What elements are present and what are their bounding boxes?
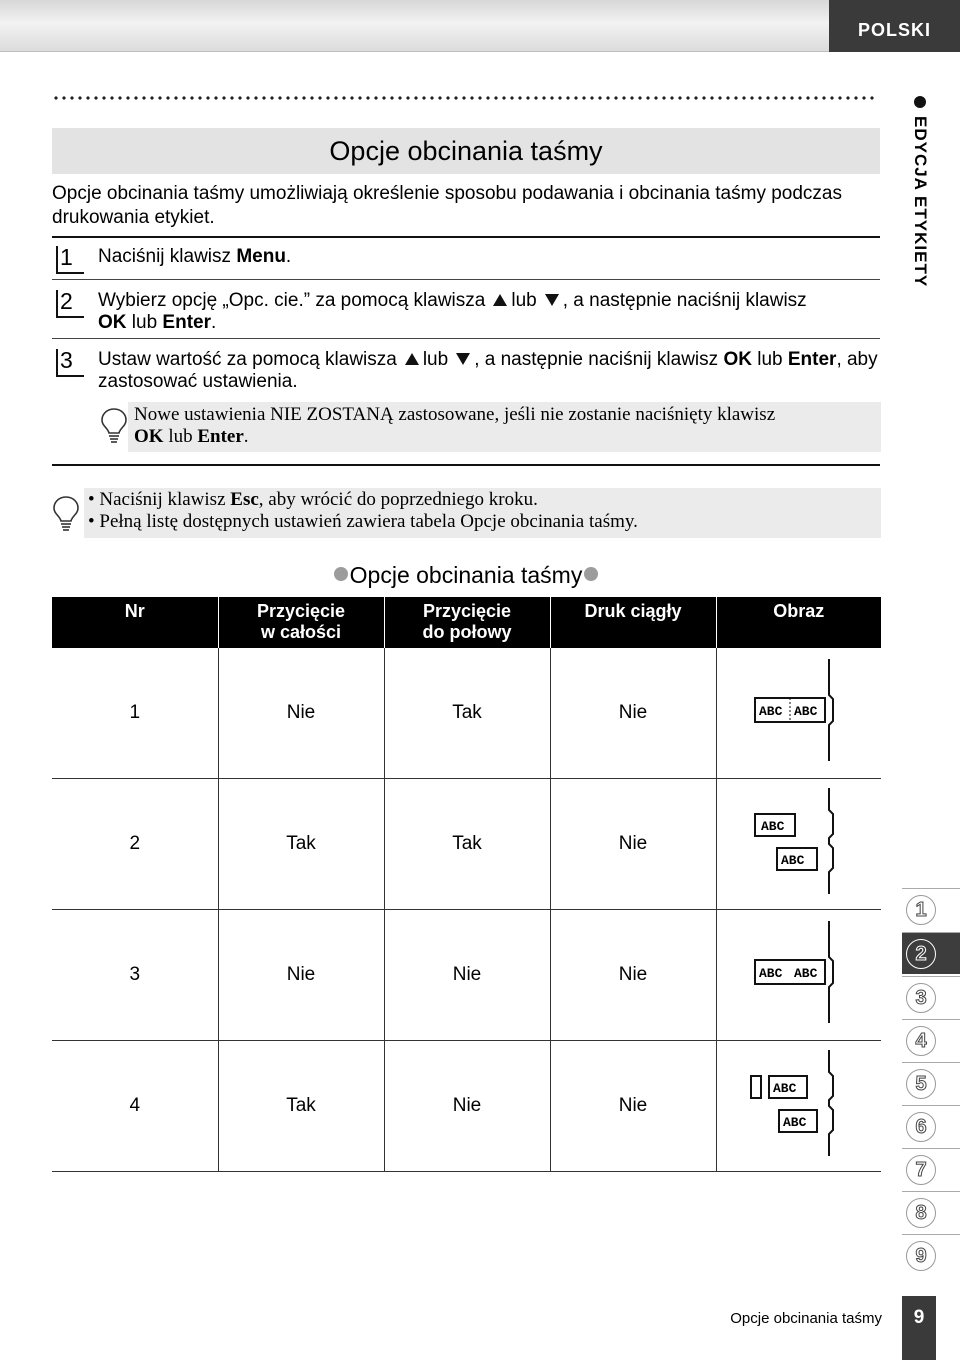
note-box: Nowe ustawienia NIE ZOSTANĄ zastosowane, jeśli nie zostanie naciśnięty klawisz OK lub Enter. [128, 402, 881, 452]
step-text: Ustaw wartość za pomocą klawisza lub , a następnie naciśnij klawisz OK lub Enter, aby zastosować ustawienia. [98, 349, 878, 392]
label-strip-image [749, 655, 849, 765]
bullet-icon [584, 567, 598, 581]
cell-image [716, 1040, 881, 1171]
table-row [52, 778, 881, 909]
down-arrow-icon [456, 353, 470, 365]
header-chain-print: Druk ciągły [550, 597, 716, 648]
chapter-tab-7[interactable]: 7 [902, 1148, 960, 1190]
table-row [52, 1040, 881, 1171]
table-row [52, 648, 881, 778]
cell-half: Tak [384, 648, 550, 778]
svg-text:ABC: ABC [793, 965, 818, 981]
section-intro: Opcje obcinania taśmy umożliwiają określenie sposobu podawania i obcinania taśmy podczas drukowania etykiet. [52, 183, 842, 228]
chapter-tab-4[interactable]: 4 [902, 1019, 960, 1061]
cell-half: Nie [384, 1040, 550, 1171]
down-arrow-icon [545, 294, 559, 306]
cell-nr: 4 [52, 1040, 218, 1171]
step-number: 1 [56, 244, 86, 274]
cell-half: Nie [384, 909, 550, 1040]
chapter-tab-3[interactable]: 3 [902, 976, 960, 1018]
header-half-cut: Przycięcie do połowy [384, 597, 550, 648]
label-strip-image [749, 786, 849, 896]
chapter-tab-1[interactable]: 1 [902, 888, 960, 930]
cell-chain: Nie [550, 778, 716, 909]
cell-nr: 3 [52, 909, 218, 1040]
cell-image [716, 648, 881, 778]
svg-text:ABC: ABC [780, 852, 805, 868]
cell-full: Nie [218, 648, 384, 778]
svg-text:ABC: ABC [760, 818, 785, 834]
step-number: 2 [56, 288, 86, 318]
divider [52, 236, 880, 238]
cell-half: Tak [384, 778, 550, 909]
lightbulb-icon [100, 406, 128, 446]
language-tab: POLSKI [829, 0, 960, 52]
cut-options-table [52, 597, 881, 1172]
svg-text:ABC: ABC [758, 703, 783, 719]
top-bar [0, 0, 960, 52]
cell-full: Nie [218, 909, 384, 1040]
header-image: Obraz [716, 597, 881, 648]
svg-text:ABC: ABC [793, 703, 818, 719]
cell-image [716, 909, 881, 1040]
tips-box: • Naciśnij klawisz Esc, aby wrócić do poprzedniego kroku. • Pełną listę dostępnych ustawień zawiera tabela Opcje obcinania taśmy. [84, 488, 881, 538]
step-number: 3 [56, 347, 86, 377]
label-strip-image [749, 1048, 849, 1158]
svg-text:ABC: ABC [758, 965, 783, 981]
divider [52, 338, 880, 339]
table-header-row [52, 597, 881, 648]
cell-image [716, 778, 881, 909]
dotted-divider [52, 96, 878, 100]
bullet-icon [914, 96, 926, 108]
section-title: Opcje obcinania taśmy [52, 128, 880, 174]
header-full-cut: Przycięcie w całości [218, 597, 384, 648]
chapter-tab-6[interactable]: 6 [902, 1105, 960, 1147]
cell-nr: 2 [52, 778, 218, 909]
up-arrow-icon [405, 353, 419, 365]
lightbulb-icon [52, 494, 80, 534]
chapter-tab-9[interactable]: 9 [902, 1234, 960, 1276]
cell-full: Tak [218, 778, 384, 909]
footer-title: Opcje obcinania taśmy [730, 1310, 882, 1327]
header-nr: Nr [52, 597, 218, 648]
chapter-tab-2[interactable]: 2 [902, 932, 960, 974]
svg-text:ABC: ABC [782, 1114, 807, 1130]
label-strip-image [749, 917, 849, 1027]
bullet-icon [334, 567, 348, 581]
svg-text:ABC: ABC [772, 1080, 797, 1096]
cell-chain: Nie [550, 909, 716, 1040]
step-text: Wybierz opcję „Opc. cie.” za pomocą klawisza lub , a następnie naciśnij klawisz OK lub Enter. [98, 290, 807, 333]
cell-nr: 1 [52, 648, 218, 778]
divider [52, 464, 880, 466]
divider [52, 279, 880, 280]
cell-chain: Nie [550, 648, 716, 778]
table-title: Opcje obcinania taśmy [52, 560, 880, 590]
cell-full: Tak [218, 1040, 384, 1171]
chapter-tab-8[interactable]: 8 [902, 1191, 960, 1233]
page-number: 9 [902, 1296, 936, 1360]
cell-chain: Nie [550, 1040, 716, 1171]
table-row [52, 909, 881, 1040]
up-arrow-icon [493, 294, 507, 306]
chapter-tab-5[interactable]: 5 [902, 1062, 960, 1104]
side-label-text: EDYCJA ETYKIETY [911, 116, 930, 288]
step-text: Naciśnij klawisz Menu. [98, 246, 292, 267]
